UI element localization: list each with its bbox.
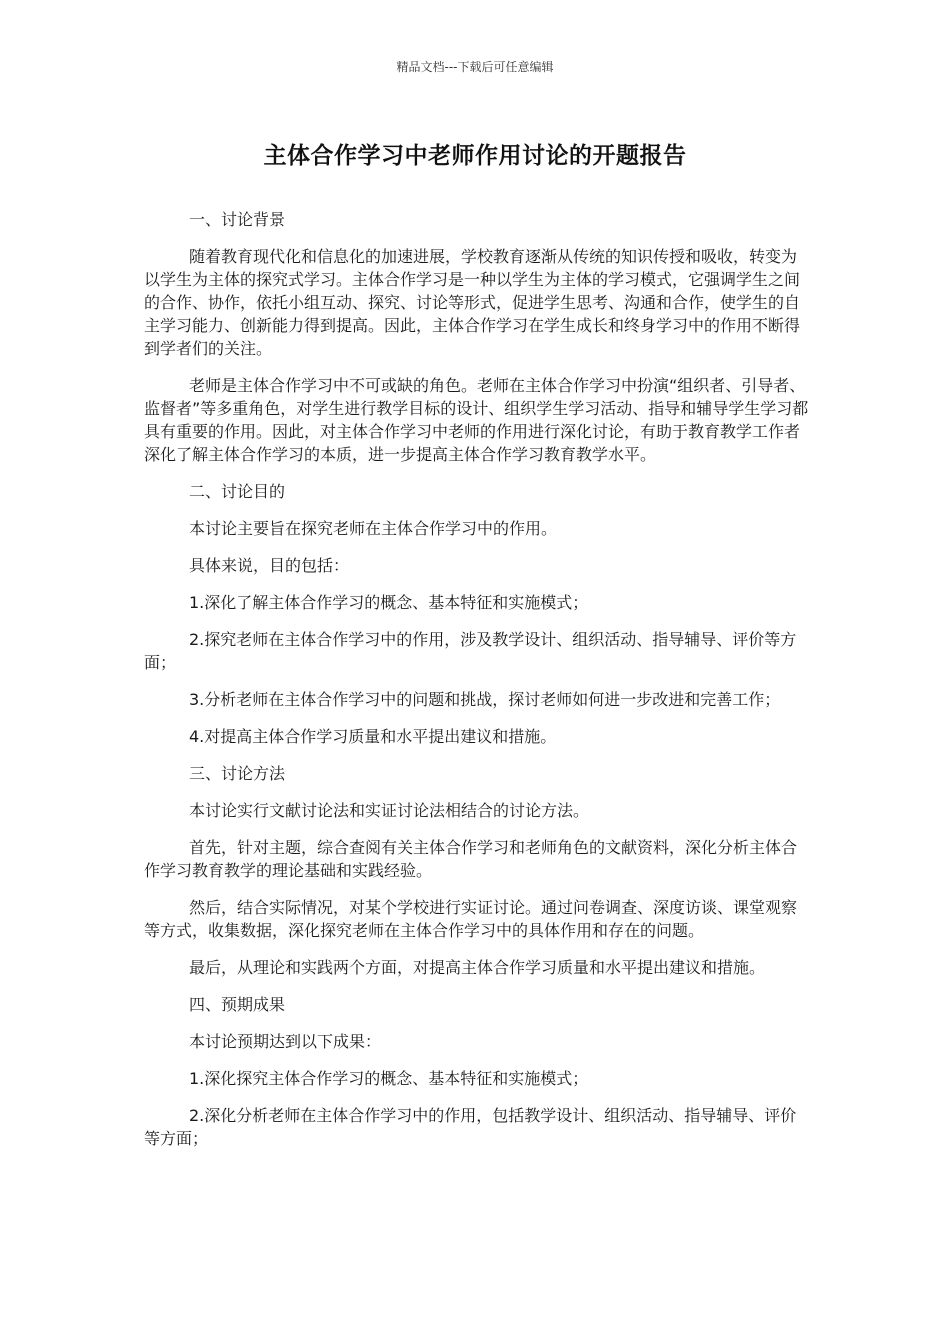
paragraph: 然后，结合实际情况，对某个学校进行实证讨论。通过问卷调查、深度访谈、课堂观察等方式，收集数据，深化探究老师在主体合作学习中的具体作用和存在的问题。: [144, 898, 798, 940]
running-header: 精品文档---下载后可任意编辑: [396, 60, 554, 74]
list-item: 4.对提高主体合作学习质量和水平提出建议和措施。: [189, 727, 557, 746]
paragraph: 老师是主体合作学习中不可或缺的角色。老师在主体合作学习中扮演“组织者、引导者、监督者”等多重角色，对学生进行教学目标的设计、组织学生学习活动、指导和辅导学生学习都具有重要的作用。因此，对主体合作学习中老师的作用进行深化讨论，有助于教育教学工作者深化了解主体合作学习的本质，进一步提高主体合作学习教育教学水平。: [144, 376, 809, 464]
document-title: 主体合作学习中老师作用讨论的开题报告: [263, 143, 687, 169]
list-item: 1.深化了解主体合作学习的概念、基本特征和实施模式；: [189, 593, 589, 612]
list-item: 2.探究老师在主体合作学习中的作用，涉及教学设计、组织活动、指导辅导、评价等方面；: [144, 630, 797, 672]
list-item: 1.深化探究主体合作学习的概念、基本特征和实施模式；: [189, 1069, 589, 1088]
section-heading-purpose: 二、讨论目的: [189, 482, 286, 501]
section-heading-outcomes: 四、预期成果: [189, 995, 286, 1014]
paragraph: 本讨论实行文献讨论法和实证讨论法相结合的讨论方法。: [189, 801, 590, 820]
paragraph: 具体来说，目的包括：: [189, 556, 350, 575]
paragraph: 最后，从理论和实践两个方面，对提高主体合作学习质量和水平提出建议和措施。: [189, 958, 766, 977]
section-heading-method: 三、讨论方法: [189, 764, 286, 783]
list-item: 2.深化分析老师在主体合作学习中的作用，包括教学设计、组织活动、指导辅导、评价等方面；: [144, 1106, 797, 1148]
paragraph: 本讨论预期达到以下成果：: [189, 1032, 382, 1051]
list-item: 3.分析老师在主体合作学习中的问题和挑战，探讨老师如何进一步改进和完善工作；: [189, 690, 781, 709]
section-heading-background: 一、讨论背景: [189, 210, 286, 229]
document-body: [144, 208, 810, 1164]
paragraph: 本讨论主要旨在探究老师在主体合作学习中的作用。: [189, 519, 558, 538]
paragraph: 首先，针对主题，综合查阅有关主体合作学习和老师角色的文献资料，深化分析主体合作学习教育教学的理论基础和实践经验。: [144, 838, 798, 880]
paragraph: 随着教育现代化和信息化的加速进展，学校教育逐渐从传统的知识传授和吸收，转变为以学生为主体的探究式学习。主体合作学习是一种以学生为主体的学习模式，它强调学生之间的合作、协作，依托小组互动、探究、讨论等形式，促进学生思考、沟通和合作，使学生的自主学习能力、创新能力得到提高。因此，主体合作学习在学生成长和终身学习中的作用不断得到学者们的关注。: [144, 247, 801, 358]
